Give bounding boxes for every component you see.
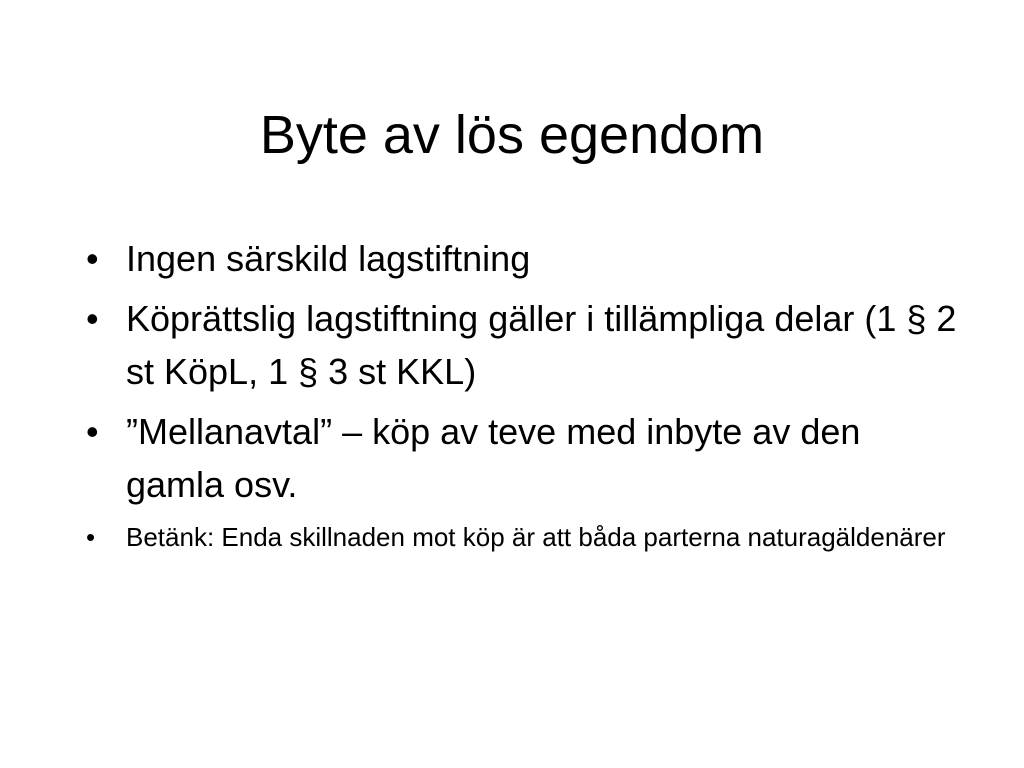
slide-title: Byte av lös egendom xyxy=(259,105,765,165)
bullet-item xyxy=(86,518,966,556)
bullet-text: ”Mellanavtal” – köp av teve med inbyte av den gamla osv. xyxy=(126,411,861,505)
bullet-list xyxy=(86,232,966,563)
bullet-text: Köprättslig lagstiftning gäller i tillämpliga delar (1 § 2 st KöpL, 1 § 3 st KKL) xyxy=(126,298,957,392)
bullet-item xyxy=(86,232,966,285)
bullet-item xyxy=(86,292,966,398)
bullet-item xyxy=(86,405,966,511)
bullet-text: Ingen särskild lagstiftning xyxy=(126,238,531,279)
bullet-marker: • xyxy=(86,298,99,339)
bullet-marker: • xyxy=(86,522,96,552)
bullet-text: Betänk: Enda skillnaden mot köp är att båda parterna naturagäldenärer xyxy=(126,522,946,552)
bullet-marker: • xyxy=(86,411,99,452)
bullet-marker: • xyxy=(86,238,99,279)
